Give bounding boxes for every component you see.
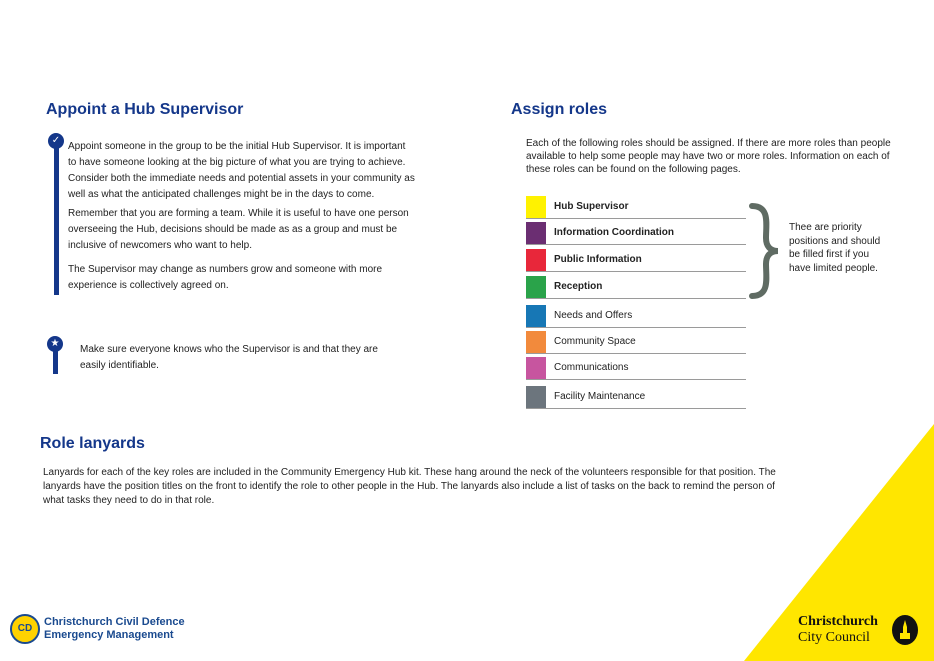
role-label: Information Coordination (554, 227, 674, 238)
role-row-information-coordination (526, 222, 746, 245)
text-line: to have someone looking at the big picture of what you are trying to achieve. (68, 157, 406, 168)
role-row-community-space (526, 331, 746, 354)
cd-badge-text: CD (17, 623, 33, 634)
text-line: available to help some people may have two or more roles. Information on each of (526, 151, 890, 162)
text-line: Each of the following roles should be assigned. If there are more roles than people (526, 138, 891, 149)
text-line: Appoint someone in the group to be the initial Hub Supervisor. It is important (68, 141, 406, 152)
text-line: Make sure everyone knows who the Supervisor is and that they are (80, 344, 378, 355)
supervisor-paragraph-2 (68, 206, 428, 254)
role-swatch (526, 222, 546, 244)
role-label: Community Space (554, 336, 636, 347)
text-line: what tasks they need to do in that role. (43, 495, 215, 506)
role-label: Public Information (554, 254, 642, 265)
text-line: have limited people. (789, 262, 878, 274)
role-swatch (526, 331, 546, 353)
supervisor-heading: Appoint a Hub Supervisor (46, 101, 244, 118)
role-label: Needs and Offers (554, 310, 633, 321)
cathedral-logo-icon (892, 615, 918, 645)
civil-defence-logo-text (44, 616, 185, 642)
star-icon: ★ (47, 336, 63, 352)
role-row-needs-and-offers (526, 305, 746, 328)
role-label: Hub Supervisor (554, 201, 629, 212)
role-row-public-information (526, 249, 746, 272)
role-row-hub-supervisor (526, 196, 746, 219)
text-line: Thee are priority (789, 222, 862, 233)
city-council-logo-text (798, 614, 878, 646)
civil-defence-line2: Emergency Management (44, 629, 174, 641)
text-line: The Supervisor may change as numbers grow and someone with more (68, 264, 383, 275)
text-line: positions and should (789, 235, 881, 247)
role-swatch (526, 249, 546, 271)
text-line: be filled first if you (789, 249, 870, 260)
assign-heading: Assign roles (511, 101, 608, 118)
text-line: inclusive of newcomers who want to help. (68, 240, 252, 251)
text-line: Consider both the immediate needs and potential assets in your community as (68, 173, 415, 184)
text-line: easily identifiable. (80, 360, 159, 371)
role-row-facility-maintenance (526, 386, 746, 409)
role-swatch (526, 196, 546, 218)
role-row-reception (526, 276, 746, 299)
role-label: Communications (554, 362, 629, 373)
lanyards-text (43, 466, 843, 508)
supervisor-bar (54, 147, 59, 295)
check-icon: ✓ (48, 133, 64, 149)
council-line1: Christchurch (798, 614, 878, 629)
role-swatch (526, 386, 546, 408)
role-label: Facility Maintenance (554, 391, 646, 402)
text-line: Remember that you are forming a team. While it is useful to have one person (68, 208, 409, 219)
text-line: overseeing the Hub, decisions should be made as as a group and must be (68, 224, 398, 235)
priority-note (789, 221, 909, 275)
brace-icon (748, 202, 782, 300)
supervisor-paragraph-3 (68, 262, 428, 294)
text-line: Lanyards for each of the key roles are included in the Community Emergency Hub kit. These hang around the neck of the volunteers responsible for that position. The (43, 467, 776, 478)
role-swatch (526, 305, 546, 327)
text-line: these roles can be found on the following pages. (526, 164, 741, 175)
tip-bar (53, 350, 58, 374)
role-swatch (526, 276, 546, 298)
role-row-communications (526, 357, 746, 380)
text-line: experience is collectively agreed on. (68, 280, 229, 291)
role-label: Reception (554, 281, 603, 292)
supervisor-paragraph-1 (68, 139, 428, 203)
civil-defence-logo-icon (10, 614, 40, 644)
text-line: lanyards have the position titles on the front to identify the role to other people in the Hub. The lanyards also include a list of tasks on the back to remind the person of (43, 481, 775, 492)
role-swatch (526, 357, 546, 379)
council-line2: City Council (798, 630, 870, 645)
supervisor-tip (80, 342, 400, 374)
text-line: well as what the anticipated challenges might be in the days to come. (68, 189, 375, 200)
assign-intro (526, 137, 906, 176)
lanyards-heading: Role lanyards (40, 435, 145, 452)
civil-defence-line1: Christchurch Civil Defence (44, 616, 185, 628)
